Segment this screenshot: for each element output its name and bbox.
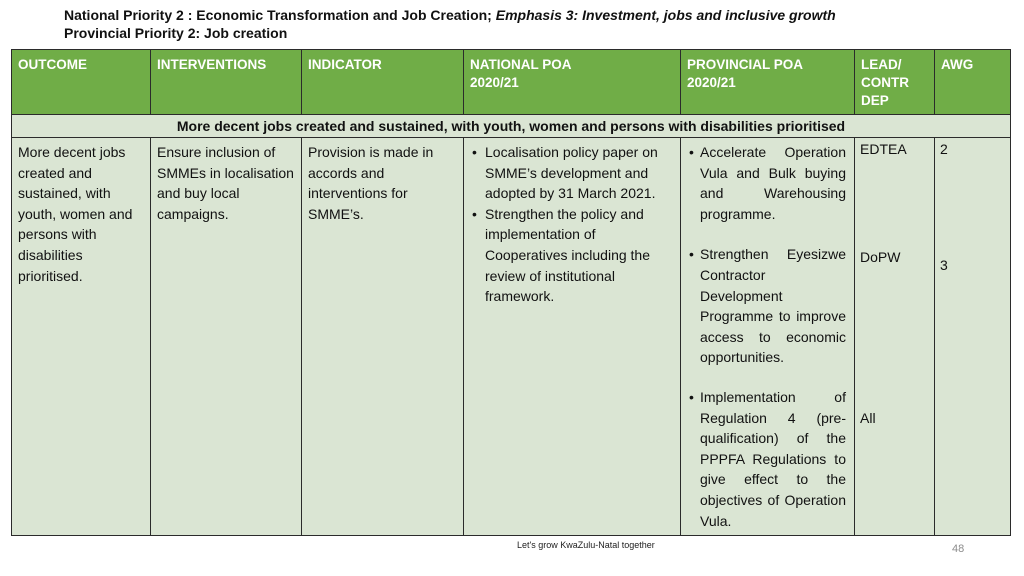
page-number: 48 — [952, 543, 965, 555]
cell-awg — [935, 138, 1011, 536]
header-interventions: INTERVENTIONS — [151, 50, 302, 115]
table-row — [12, 138, 1011, 536]
provincial-poa-item: • Accelerate Operation Vula and Bulk buying and Warehousing programme. — [689, 142, 846, 224]
header-indicator: INDICATOR — [302, 50, 464, 115]
provincial-poa-item: • Implementation of Regulation 4 (pre-qualification) of the PPPFA Regulations to give effect to the objectives of Operation Vula. — [689, 387, 846, 531]
cell-outcome: More decent jobs created and sustained, with youth, women and persons with disabilities prioritised. — [12, 138, 151, 536]
header-national-poa: NATIONAL POA 2020/21 — [464, 50, 681, 115]
table-banner-row — [12, 115, 1011, 138]
cell-interventions: Ensure inclusion of SMMEs in localisation and buy local campaigns. — [151, 138, 302, 536]
footer-tagline: Let's grow KwaZulu-Natal together — [517, 540, 655, 550]
outcome-banner: More decent jobs created and sustained, with youth, women and persons with disabilities prioritised — [12, 115, 1011, 138]
awg-value: 3 — [940, 257, 948, 273]
cell-lead — [855, 138, 935, 536]
header-lead: LEAD/ CONTR DEP — [855, 50, 935, 115]
priority-table — [11, 49, 1011, 536]
awg-value: 2 — [940, 141, 948, 157]
slide-heading — [64, 6, 836, 42]
lead-dept-value: EDTEA — [860, 141, 907, 157]
cell-national-poa — [464, 138, 681, 536]
header-outcome: OUTCOME — [12, 50, 151, 115]
heading-priority: National Priority 2 : Economic Transformation and Job Creation; — [64, 7, 496, 23]
lead-dept-value: All — [860, 410, 876, 426]
header-provincial-poa: PROVINCIAL POA 2020/21 — [681, 50, 855, 115]
lead-dept-value: DoPW — [860, 249, 901, 265]
cell-provincial-poa — [681, 138, 855, 536]
header-awg: AWG — [935, 50, 1011, 115]
provincial-poa-item: • Strengthen Eyesizwe Contractor Development Programme to improve access to economic opportunities. — [689, 244, 846, 368]
national-poa-item: • Localisation policy paper on SMME’s development and adopted by 31 March 2021. — [470, 142, 674, 204]
heading-emphasis: Emphasis 3: Investment, jobs and inclusive growth — [495, 7, 836, 23]
heading-line-2: Provincial Priority 2: Job creation — [64, 25, 288, 41]
cell-indicator: Provision is made in accords and interventions for SMME’s. — [302, 138, 464, 536]
national-poa-item: • Strengthen the policy and implementation of Cooperatives including the review of institutional framework. — [470, 204, 674, 307]
heading-line-1 — [64, 6, 836, 24]
national-poa-list — [470, 142, 674, 307]
table-header-row — [12, 50, 1011, 115]
